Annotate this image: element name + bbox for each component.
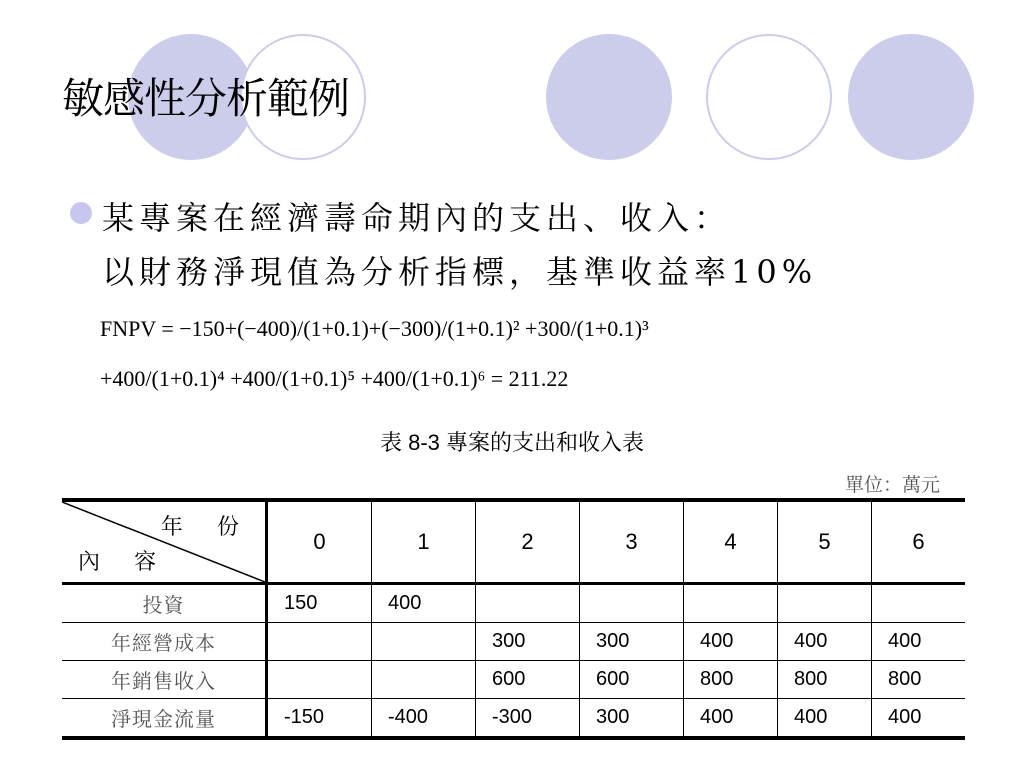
year-header: 0 (267, 500, 372, 584)
table-cell: 400 (778, 623, 872, 661)
table-row (62, 699, 965, 739)
header-content-label: 內 容 (78, 549, 171, 574)
row-label: 投資 (62, 584, 267, 623)
deco-circle-4 (706, 34, 832, 160)
table-caption: 表 8-3 專案的支出和收入表 (379, 430, 645, 455)
deco-circle-5 (848, 34, 974, 160)
diagonal-header-cell (62, 500, 267, 584)
deco-circle-3 (546, 34, 672, 160)
table-cell: 400 (684, 699, 778, 739)
table-cell (684, 584, 778, 623)
year-header: 4 (684, 500, 778, 584)
table-cell: 150 (267, 584, 372, 623)
table-cell: 400 (372, 584, 476, 623)
table-cell: 600 (580, 661, 684, 699)
bullet-dot-icon (70, 202, 92, 224)
year-header: 1 (372, 500, 476, 584)
cashflow-table (62, 498, 965, 740)
table-cell: 400 (872, 699, 966, 739)
table-row (62, 661, 965, 699)
formula-line2: +400/(1+0.1)⁴ +400/(1+0.1)⁵ +400/(1+0.1)⁶ = 211.22 (100, 366, 569, 391)
table-unit: 單位：萬元 (844, 475, 940, 496)
table-cell: 400 (872, 623, 966, 661)
year-header: 5 (778, 500, 872, 584)
formula-line1: FNPV = −150+(−400)/(1+0.1)+(−300)/(1+0.1)² +300/(1+0.1)³ (100, 316, 649, 341)
table-cell (580, 584, 684, 623)
table-cell (372, 661, 476, 699)
table-cell: 300 (476, 623, 580, 661)
table-cell: -150 (267, 699, 372, 739)
table-cell (476, 584, 580, 623)
table-cell: 300 (580, 699, 684, 739)
header-year-label: 年 份 (160, 514, 253, 539)
year-header: 2 (476, 500, 580, 584)
slide-title: 敏感性分析範例 (62, 74, 350, 123)
table-cell (267, 623, 372, 661)
table-cell: -300 (476, 699, 580, 739)
table-cell: 800 (872, 661, 966, 699)
table-cell (872, 584, 966, 623)
table-header-row (62, 500, 965, 584)
table-cell: -400 (372, 699, 476, 739)
table-cell: 600 (476, 661, 580, 699)
table-cell: 800 (684, 661, 778, 699)
table-cell (372, 623, 476, 661)
table-cell: 800 (778, 661, 872, 699)
table-cell: 400 (684, 623, 778, 661)
bullet-text-line2: 以財務淨現值為分析指標，基準收益率10% (102, 253, 818, 291)
bullet-text-line1: 某專案在經濟壽命期內的支出、收入： (102, 199, 732, 237)
table-row (62, 623, 965, 661)
table-cell: 400 (778, 699, 872, 739)
table-row (62, 584, 965, 623)
year-header: 3 (580, 500, 684, 584)
table-cell: 300 (580, 623, 684, 661)
row-label: 年經營成本 (62, 623, 267, 661)
year-header: 6 (872, 500, 966, 584)
row-label: 年銷售收入 (62, 661, 267, 699)
row-label: 淨現金流量 (62, 699, 267, 739)
table-cell (778, 584, 872, 623)
table-cell (267, 661, 372, 699)
